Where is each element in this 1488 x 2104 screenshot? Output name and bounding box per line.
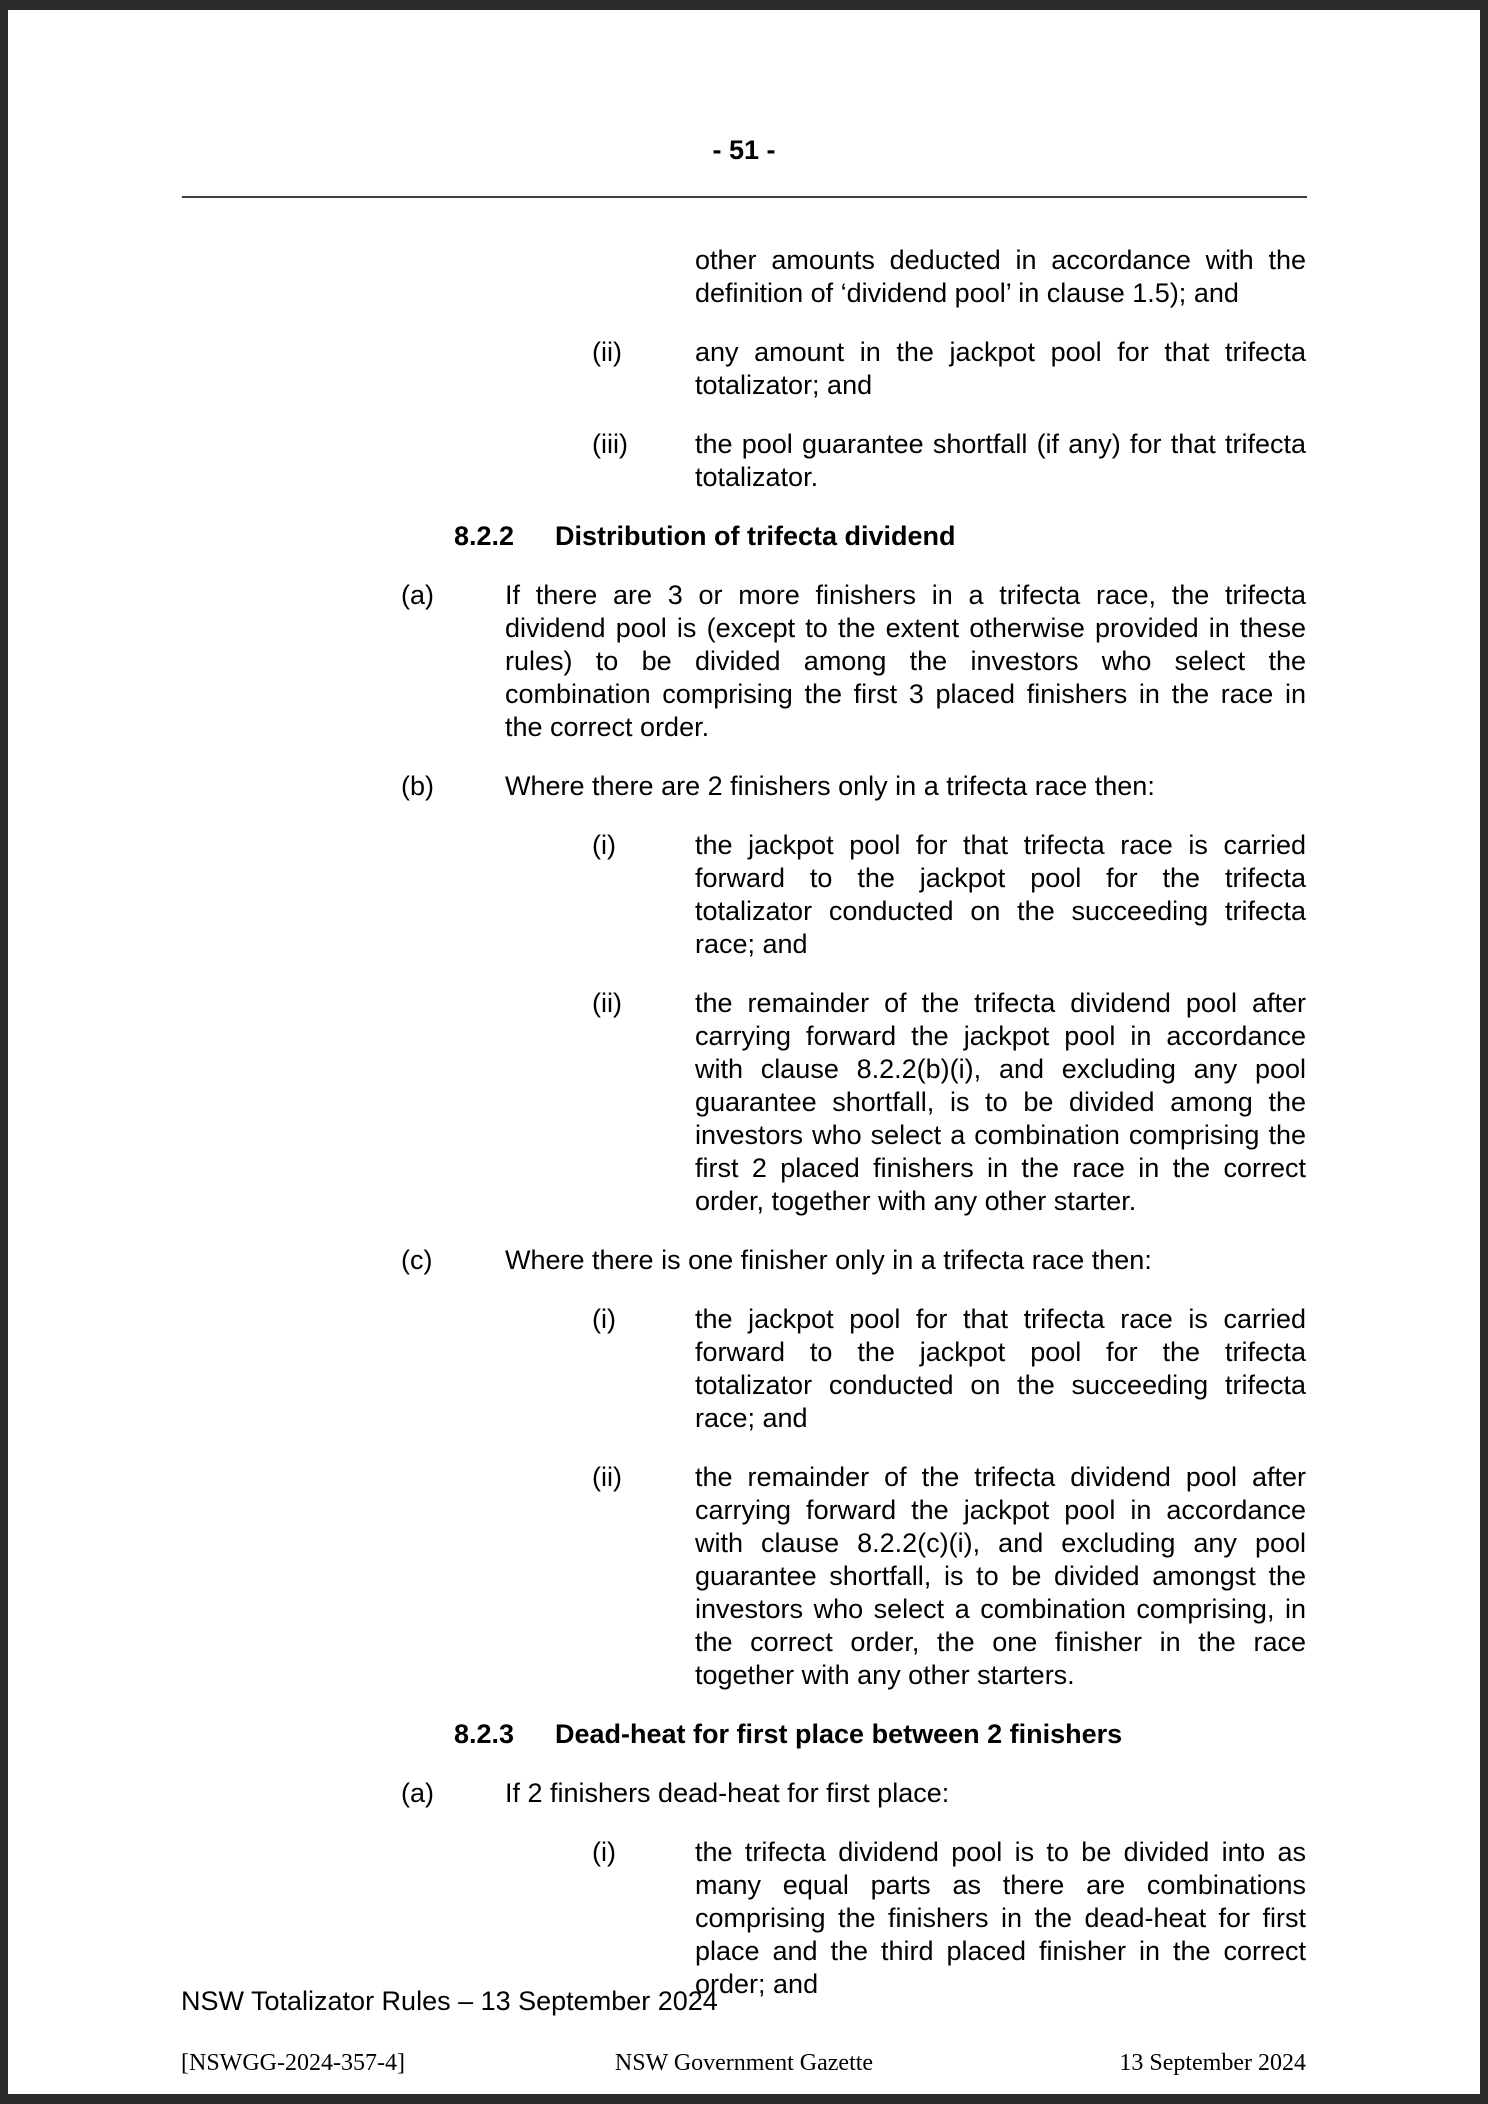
- clause-marker: [592, 244, 695, 310]
- clause-text: the jackpot pool for that trifecta race is carried forward to the jackpot pool for the trifecta totalizator conducted on the succeeding trifecta race; and: [695, 830, 1306, 959]
- clause-row: [8, 428, 1480, 494]
- clause-row: [8, 1836, 1480, 2001]
- clause-text: Where there are 2 finishers only in a trifecta race then:: [505, 771, 1155, 801]
- clause-row: [8, 244, 1480, 310]
- clause-marker: (a): [401, 580, 434, 610]
- clause-row: [8, 829, 1480, 961]
- page-number: - 51 -: [712, 135, 776, 165]
- clause-text: the pool guarantee shortfall (if any) for that trifecta totalizator.: [695, 429, 1306, 492]
- clause-marker: (i): [592, 830, 616, 860]
- clause-marker: (ii): [592, 1462, 622, 1492]
- clause-text: the jackpot pool for that trifecta race is carried forward to the jackpot pool for the trifecta totalizator conducted on the succeeding trifecta race; and: [695, 1304, 1306, 1433]
- footer-document-title: NSW Totalizator Rules – 13 September 2024: [181, 1986, 718, 2016]
- clause-row: [8, 1303, 1480, 1435]
- clause-row: [8, 770, 1480, 803]
- clause-row: [8, 1244, 1480, 1277]
- clause-marker: (c): [401, 1245, 433, 1275]
- clause-marker: (iii): [592, 429, 628, 459]
- clause-text: the trifecta dividend pool is to be divided into as many equal parts as there are combinations comprising the finishers in the dead-heat for first place and the third placed finisher in the correct order; and: [695, 1837, 1306, 1999]
- clause-row: [8, 579, 1480, 744]
- section-number: 8.2.2: [454, 521, 515, 551]
- clause-row: [8, 1461, 1480, 1692]
- clause-row: [8, 336, 1480, 402]
- clause-text: any amount in the jackpot pool for that trifecta totalizator; and: [695, 337, 1306, 400]
- header-rule: [182, 196, 1307, 198]
- document-page: [8, 10, 1480, 2094]
- footer-gazette-reference: [NSWGG-2024-357-4]: [181, 2050, 405, 2076]
- section-heading-row: [8, 1718, 1480, 1751]
- section-number: 8.2.3: [454, 1719, 515, 1749]
- clause-marker: (a): [401, 1778, 434, 1808]
- clause-marker: (b): [401, 771, 434, 801]
- document-body: [8, 244, 1480, 2001]
- clause-text: the remainder of the trifecta dividend pool after carrying forward the jackpot pool in accordance with clause 8.2.2(c)(i), and excluding any pool guarantee shortfall, is to be divided amongst the investors who select a combination comprising, in the correct order, the one finisher in the race together with any other starters.: [695, 1462, 1306, 1690]
- section-title: Dead-heat for first place between 2 finishers: [555, 1719, 1123, 1749]
- clause-marker: (ii): [592, 337, 622, 367]
- section-title: Distribution of trifecta dividend: [555, 521, 956, 551]
- clause-text: If there are 3 or more finishers in a trifecta race, the trifecta dividend pool is (except to the extent otherwise provided in these rules) to be divided among the investors who select the combination comprising the first 3 placed finishers in the race in the correct order.: [505, 580, 1306, 742]
- clause-text: Where there is one finisher only in a trifecta race then:: [505, 1245, 1152, 1275]
- footer-publication-name: NSW Government Gazette: [614, 2050, 874, 2076]
- section-heading-row: [8, 520, 1480, 553]
- clause-text: the remainder of the trifecta dividend pool after carrying forward the jackpot pool in accordance with clause 8.2.2(b)(i), and excluding any pool guarantee shortfall, is to be divided among the investors who select a combination comprising the first 2 placed finishers in the race in the correct order, together with any other starter.: [695, 988, 1306, 1216]
- clause-marker: (ii): [592, 988, 622, 1018]
- footer-date: 13 September 2024: [1119, 2050, 1306, 2076]
- clause-text: If 2 finishers dead-heat for first place:: [505, 1778, 950, 1808]
- clause-marker: (i): [592, 1837, 616, 1867]
- clause-text: other amounts deducted in accordance with the definition of ‘dividend pool’ in clause 1.5); and: [695, 245, 1306, 308]
- clause-row: [8, 1777, 1480, 1810]
- clause-marker: (i): [592, 1304, 616, 1334]
- clause-row: [8, 987, 1480, 1218]
